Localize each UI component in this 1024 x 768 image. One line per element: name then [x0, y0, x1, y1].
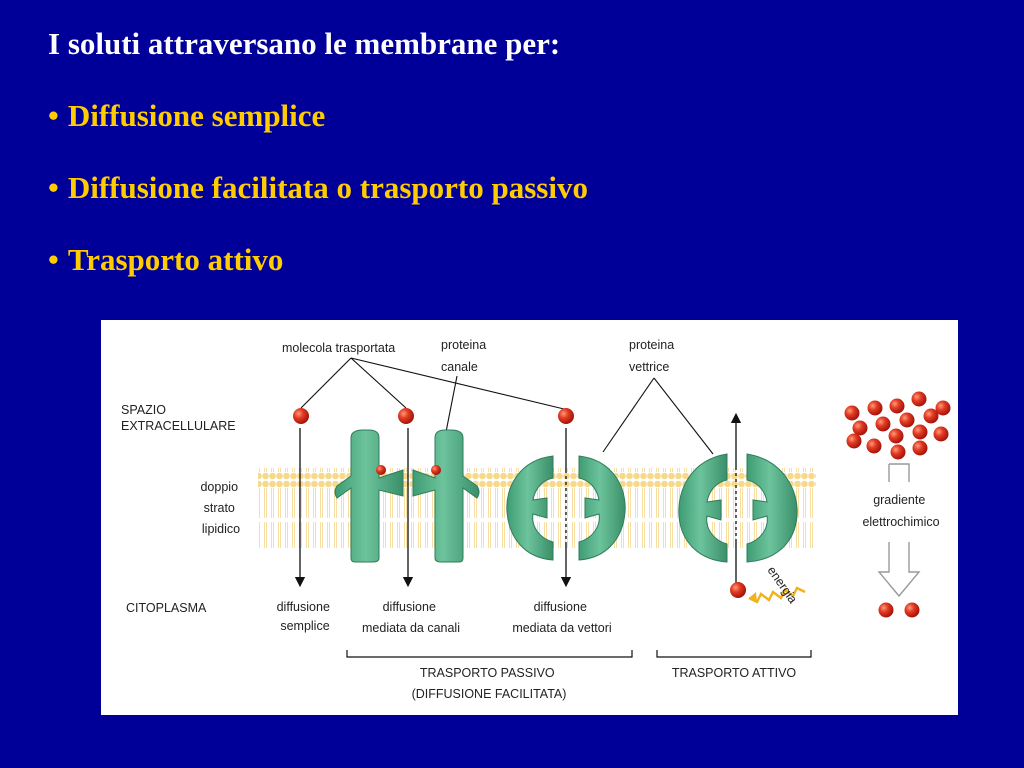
label-diffusione-semplice: diffusione semplice — [276, 600, 330, 633]
label-trasporto-passivo: TRASPORTO PASSIVO (DIFFUSIONE FACILITATA) — [411, 666, 567, 701]
bracket-trasporto-attivo — [657, 650, 811, 657]
bullet-dot: • — [48, 242, 59, 277]
gradient-arrow — [879, 464, 919, 596]
molecule-channel — [398, 408, 414, 424]
label-proteina-canale: proteina canale — [441, 338, 487, 374]
label-doppio-strato-lipidico: doppio strato lipidico — [200, 480, 241, 536]
molecule-simple — [293, 408, 309, 424]
gradient-molecules-top — [845, 392, 951, 460]
molecule-in-channel-left — [376, 465, 386, 475]
bullet-diffusione-semplice — [48, 96, 325, 136]
slide-title: I soluti attraversano le membrane per: — [48, 26, 561, 61]
gradient-molecules-bottom — [879, 603, 920, 618]
bullet-text: Trasporto attivo — [67, 242, 284, 277]
bracket-trasporto-passivo — [347, 650, 632, 657]
bullet-trasporto-attivo — [48, 240, 283, 280]
label-diffusione-vettori: diffusione mediata da vettori — [512, 600, 612, 635]
bullet-dot: • — [48, 98, 59, 133]
label-citoplasma: CITOPLASMA — [126, 601, 207, 615]
bullet-dot: • — [48, 170, 59, 205]
label-proteina-vettrice: proteina vettrice — [629, 338, 675, 374]
molecule-active — [730, 582, 746, 598]
label-trasporto-attivo: TRASPORTO ATTIVO — [671, 666, 797, 680]
label-spazio-extracellulare: SPAZIO EXTRACELLULARE — [121, 403, 236, 433]
label-gradiente-elettrochimico: gradiente elettrochimico — [862, 493, 940, 529]
bullet-diffusione-facilitata — [48, 168, 588, 208]
label-diffusione-canali: diffusione mediata da canali — [362, 600, 460, 635]
molecule-in-channel-right — [431, 465, 441, 475]
membrane-transport-diagram — [101, 320, 958, 715]
molecule-carrier — [558, 408, 574, 424]
label-energia: energia — [764, 563, 800, 606]
label-molecola-trasportata: molecola trasportata — [282, 341, 396, 355]
bullet-text: Diffusione semplice — [67, 98, 326, 133]
bullet-text: Diffusione facilitata o trasporto passivo — [67, 170, 588, 205]
